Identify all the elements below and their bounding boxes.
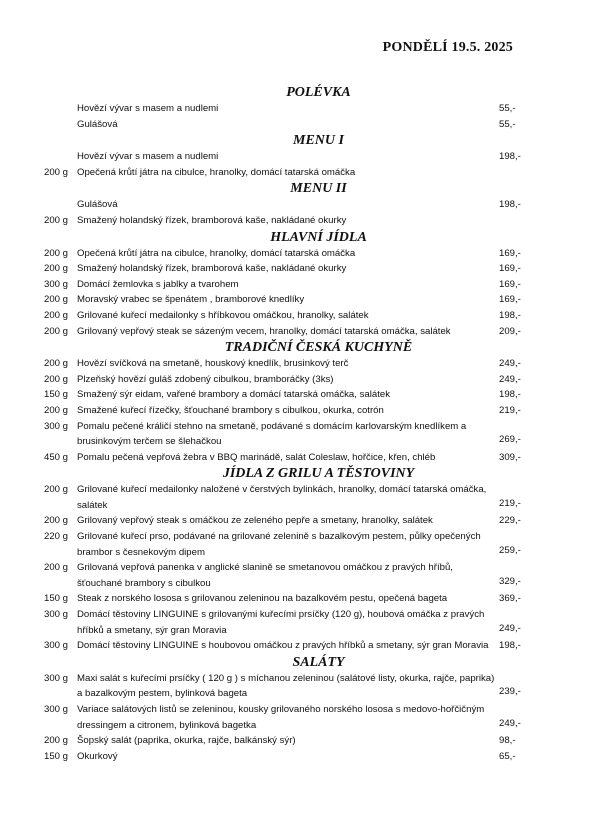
item-weight: 300 g	[43, 609, 68, 621]
item-weight: 200 g	[43, 247, 68, 259]
item-weight: 300 g	[43, 704, 68, 715]
item-weight: 300 g	[43, 278, 68, 290]
item-price: 219,-	[499, 497, 521, 509]
item-weight: 200 g	[43, 484, 68, 496]
menu-item	[0, 403, 593, 419]
menu-item	[0, 117, 593, 133]
item-name: Hovězí vývar s masem a nudlemi	[77, 151, 219, 163]
menu-item	[0, 324, 593, 340]
item-weight: 300 g	[43, 420, 68, 432]
menu-item	[0, 261, 593, 277]
item-weight: 200 g	[43, 166, 68, 178]
menu-item	[0, 671, 593, 702]
item-price: 369,-	[499, 593, 521, 605]
item-weight: 150 g	[43, 389, 68, 401]
menu-item	[0, 213, 593, 229]
menu-item	[0, 277, 593, 293]
item-weight: 220 g	[43, 531, 68, 543]
item-weight: 300 g	[43, 672, 68, 684]
item-price: 259,-	[499, 544, 521, 556]
menu-item	[0, 591, 593, 607]
item-weight: 200 g	[43, 309, 68, 321]
item-price: 198,-	[499, 640, 521, 652]
menu-item	[0, 450, 593, 466]
menu-item	[0, 372, 593, 388]
item-price: 55,-	[499, 118, 516, 130]
section-title: HLAVNÍ JÍDLA	[270, 229, 367, 245]
menu-item	[0, 638, 593, 654]
item-weight: 200 g	[43, 325, 68, 337]
item-name: Domácí těstoviny LINGUINE s grilovanými kuřecími prsíčky (120 g), houbová omáčka z pravých hříbků a smetany, sýr gran Moravia	[77, 609, 485, 636]
item-name: Plzeňský hovězí guláš zdobený cibulkou, bramboráčky (3ks)	[77, 373, 334, 385]
menu-item	[0, 607, 593, 638]
menu-item	[0, 292, 593, 308]
menu-item	[0, 149, 593, 165]
item-price: 198,-	[499, 199, 521, 211]
item-price: 249,-	[499, 717, 521, 729]
item-name: Maxi salát s kuřecími prsíčky ( 120 g ) s míchanou zeleninou (salátové listy, okurka, rajče, paprika) a bazalkovým pestem, bylinková bageta	[77, 672, 495, 700]
menu-item	[0, 165, 593, 181]
item-name: Smažený holandský řízek, bramborová kaše, nakládané okurky	[77, 263, 347, 275]
section-title: TRADIČNÍ ČESKÁ KUCHYNĚ	[224, 340, 413, 356]
item-price: 219,-	[499, 404, 521, 416]
item-name: Hovězí svíčková na smetaně, houskový knedlík, brusinkový terč	[77, 358, 349, 370]
item-name: Gulášová	[77, 199, 118, 211]
item-name: Variace salátových listů se zeleninou, kousky grilovaného norského lososa s medovo-hořčičným dressingem a citronem, bylinková bagetka	[77, 704, 485, 731]
item-name: Steak z norského lososa s grilovanou zeleninou na bazalkovém pestu, opečená bageta	[77, 593, 448, 605]
item-name: Grilovaná vepřová panenka v anglické slanině se smetanovou omáčkou z pravých hříbů, šťouchané brambory s cibulkou	[77, 562, 453, 589]
menu-item	[0, 308, 593, 324]
item-price: 269,-	[499, 434, 521, 446]
section-title: JÍDLA Z GRILU A TĚSTOVINY	[222, 466, 415, 482]
item-weight: 200 g	[43, 294, 68, 306]
item-weight: 150 g	[43, 593, 68, 605]
item-name: Pomalu pečené králičí stehno na smetaně, podávané s domácím karlovarským knedlíkem a brusinkovým terčem se šlehačkou	[77, 420, 467, 448]
menu-date: PONDĚLÍ 19.5. 2025	[382, 40, 513, 55]
item-price: 169,-	[499, 294, 521, 306]
item-weight: 200 g	[43, 358, 68, 370]
item-name: Smažené kuřecí řízečky, šťouchané brambory s cibulkou, okurka, cotrón	[77, 404, 384, 416]
item-weight: 200 g	[43, 515, 68, 527]
item-name: Grilované kuřecí prso, podávané na grilované zelenině s bazalkovým pestem, půlky opečených brambor s česnekovým dipem	[77, 531, 481, 558]
item-price: 249,-	[499, 622, 521, 634]
menu-item	[0, 749, 593, 765]
section-title: MENU II	[290, 181, 347, 197]
item-price: 169,-	[499, 278, 521, 290]
item-weight: 200 g	[43, 373, 68, 385]
menu-item	[0, 733, 593, 749]
item-name: Domácí žemlovka s jablky a tvarohem	[77, 278, 239, 290]
section-title: POLÉVKA	[286, 85, 351, 100]
item-weight: 200 g	[43, 735, 68, 747]
item-price: 239,-	[499, 686, 521, 698]
menu-list	[0, 84, 593, 764]
item-name: Gulášová	[77, 118, 118, 130]
item-price: 98,-	[499, 735, 516, 747]
item-price: 329,-	[499, 575, 521, 587]
menu-item	[0, 419, 593, 450]
item-name: Opečená krůtí játra na cibulce, hranolky, domácí tatarská omáčka	[77, 247, 356, 259]
section-title: MENU I	[293, 133, 344, 149]
item-name: Moravský vrabec se špenátem , bramborové knedlíky	[77, 294, 305, 306]
item-name: Grilované kuřecí medailonky naložené v čerstvých bylinkách, hranolky, domácí tatarská omáčka, salátek	[77, 484, 487, 511]
menu-item	[0, 197, 593, 213]
item-price: 249,-	[499, 373, 521, 385]
item-name: Okurkový	[77, 750, 118, 762]
item-name: Šopský salát (paprika, okurka, rajče, balkánský sýr)	[77, 735, 296, 747]
item-name: Grilovaný vepřový steak se sázeným vecem, hranolky, domácí tatarská omáčka, salátek	[77, 325, 451, 337]
menu-item	[0, 702, 593, 733]
menu-item	[0, 246, 593, 262]
item-name: Smažený sýr eidam, vařené brambory a domácí tatarská omáčka, salátek	[77, 389, 390, 401]
item-weight: 200 g	[43, 214, 68, 226]
menu-item	[0, 529, 593, 560]
item-price: 229,-	[499, 515, 521, 527]
menu-item	[0, 513, 593, 529]
menu-item	[0, 356, 593, 372]
item-name: Pomalu pečená vepřová žebra v BBQ marinádě, salát Coleslaw, hořčice, křen, chléb	[77, 451, 436, 463]
menu-item	[0, 482, 593, 513]
item-weight: 150 g	[43, 750, 68, 762]
item-price: 55,-	[499, 103, 516, 114]
item-price: 309,-	[499, 451, 521, 463]
item-price: 198,-	[499, 389, 521, 401]
item-name: Grilovaný vepřový steak s omáčkou ze zeleného pepře a smetany, hranolky, salátek	[77, 515, 433, 527]
item-price: 198,-	[499, 151, 521, 163]
item-price: 65,-	[499, 750, 516, 762]
item-weight: 300 g	[43, 640, 68, 652]
menu-item	[0, 387, 593, 403]
item-price: 169,-	[499, 263, 521, 275]
item-price: 249,-	[499, 358, 521, 370]
item-weight: 200 g	[43, 562, 68, 574]
item-weight: 450 g	[43, 451, 68, 463]
item-weight: 200 g	[43, 263, 68, 275]
item-price: 198,-	[499, 309, 521, 321]
item-name: Grilované kuřecí medailonky s hříbkovou omáčkou, hranolky, salátek	[77, 309, 369, 321]
item-name: Smažený holandský řízek, bramborová kaše, nakládané okurky	[77, 214, 347, 226]
item-name: Hovězí vývar s masem a nudlemi	[77, 103, 219, 114]
menu-item	[0, 560, 593, 591]
item-price: 169,-	[499, 247, 521, 259]
item-price: 209,-	[499, 325, 521, 337]
item-name: Domácí těstoviny LINGUINE s houbovou omáčkou z pravých hříbků a smetany, sýr gran Moravia	[77, 640, 489, 652]
section-title: SALÁTY	[292, 654, 345, 670]
item-name: Opečená krůtí játra na cibulce, hranolky, domácí tatarská omáčka	[77, 166, 356, 178]
menu-item	[0, 101, 593, 117]
item-weight: 200 g	[43, 404, 68, 416]
